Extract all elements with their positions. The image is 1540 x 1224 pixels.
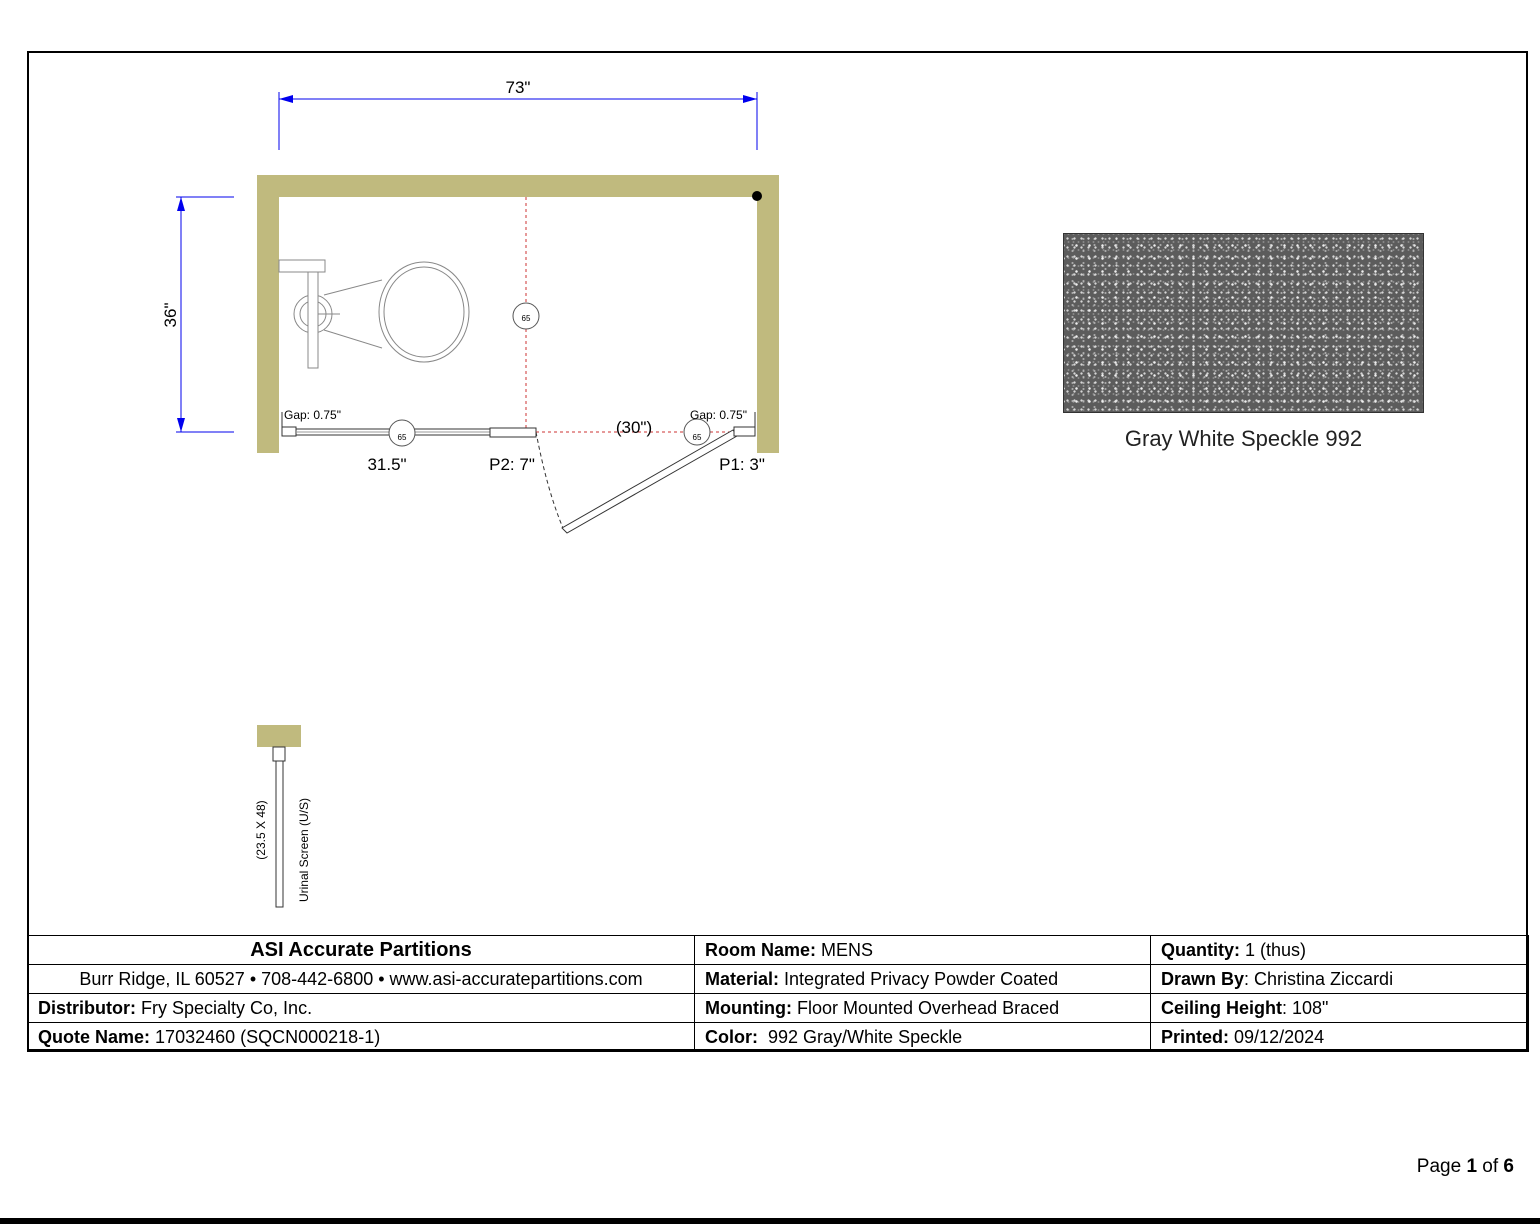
ceiling-height-cell: Ceiling Height: 108" xyxy=(1151,994,1529,1023)
distributor-cell: Distributor: Fry Specialty Co, Inc. xyxy=(28,994,695,1023)
printed-cell: Printed: 09/12/2024 xyxy=(1151,1023,1529,1052)
width-dimension-label: 73" xyxy=(505,78,531,97)
urinal-screen-label: Urinal Screen (U/S) xyxy=(297,797,311,903)
material-value: Integrated Privacy Powder Coated xyxy=(784,968,1059,989)
gap-left-label: Gap: 0.75" xyxy=(284,408,341,422)
hardware-tag-door xyxy=(684,419,710,445)
color-cell: Color: 992 Gray/White Speckle xyxy=(695,1023,1151,1052)
door-opening-label: (30") xyxy=(615,418,653,437)
door-leaf xyxy=(562,430,737,533)
distributor-value: Fry Specialty Co, Inc. xyxy=(141,997,313,1018)
hardware-tag-center xyxy=(513,303,539,329)
mounting-value: Floor Mounted Overhead Braced xyxy=(796,997,1060,1018)
color-swatch-label: Gray White Speckle 992 xyxy=(1124,426,1363,451)
depth-dimension xyxy=(161,197,234,432)
page-total: 6 xyxy=(1503,1156,1514,1177)
pilaster-p2-label: P2: 7" xyxy=(489,455,535,474)
svg-text:65: 65 xyxy=(692,433,702,442)
quantity-value: 1 (thus) xyxy=(1245,939,1307,960)
mounting-cell: Mounting: Floor Mounted Overhead Braced xyxy=(695,994,1151,1023)
quantity-cell: Quantity: 1 (thus) xyxy=(1151,936,1529,965)
gap-right-label: Gap: 0.75" xyxy=(690,408,747,422)
room-name-cell: Room Name: MENS xyxy=(695,936,1151,965)
hardware-tag-panel xyxy=(389,420,415,446)
company-contact: Burr Ridge, IL 60527 • 708-442-6800 • www.asi-accuratepartitions.com xyxy=(28,965,695,994)
svg-text:65: 65 xyxy=(397,433,407,442)
panel-dimension-label: 31.5" xyxy=(367,455,407,474)
width-dimension xyxy=(279,78,757,150)
toilet-fixture xyxy=(279,260,469,368)
printed-value: 09/12/2024 xyxy=(1234,1026,1325,1047)
ceiling-height-value: : 108" xyxy=(1282,997,1329,1018)
page-current: 1 xyxy=(1466,1156,1478,1177)
pilaster-p1-label: P1: 3" xyxy=(719,455,765,474)
drawn-by-cell: Drawn By: Christina Ziccardi xyxy=(1151,965,1529,994)
urinal-screen-size: (23.5 X 48) xyxy=(254,800,268,860)
door-swing-arc xyxy=(536,432,563,528)
depth-dimension-label: 36" xyxy=(161,302,180,328)
title-block xyxy=(27,935,1529,1052)
color-value: 992 Gray/White Speckle xyxy=(768,1026,963,1047)
svg-text:65: 65 xyxy=(521,314,531,323)
material-cell: Material: Integrated Privacy Powder Coated xyxy=(695,965,1151,994)
drawn-by-value: : Christina Ziccardi xyxy=(1244,968,1394,989)
room-name-value: MENS xyxy=(821,939,874,960)
color-swatch xyxy=(1063,233,1424,413)
pilaster-p2 xyxy=(490,428,536,437)
urinal-screen xyxy=(254,725,311,907)
quote-name-value: 17032460 (SQCN000218-1) xyxy=(155,1026,381,1047)
quote-name-cell: Quote Name: 17032460 (SQCN000218-1) xyxy=(28,1023,695,1052)
bottom-bar xyxy=(0,1218,1540,1224)
company-name: ASI Accurate Partitions xyxy=(28,936,695,965)
page-number: Page 1 of 6 xyxy=(1416,1156,1514,1177)
